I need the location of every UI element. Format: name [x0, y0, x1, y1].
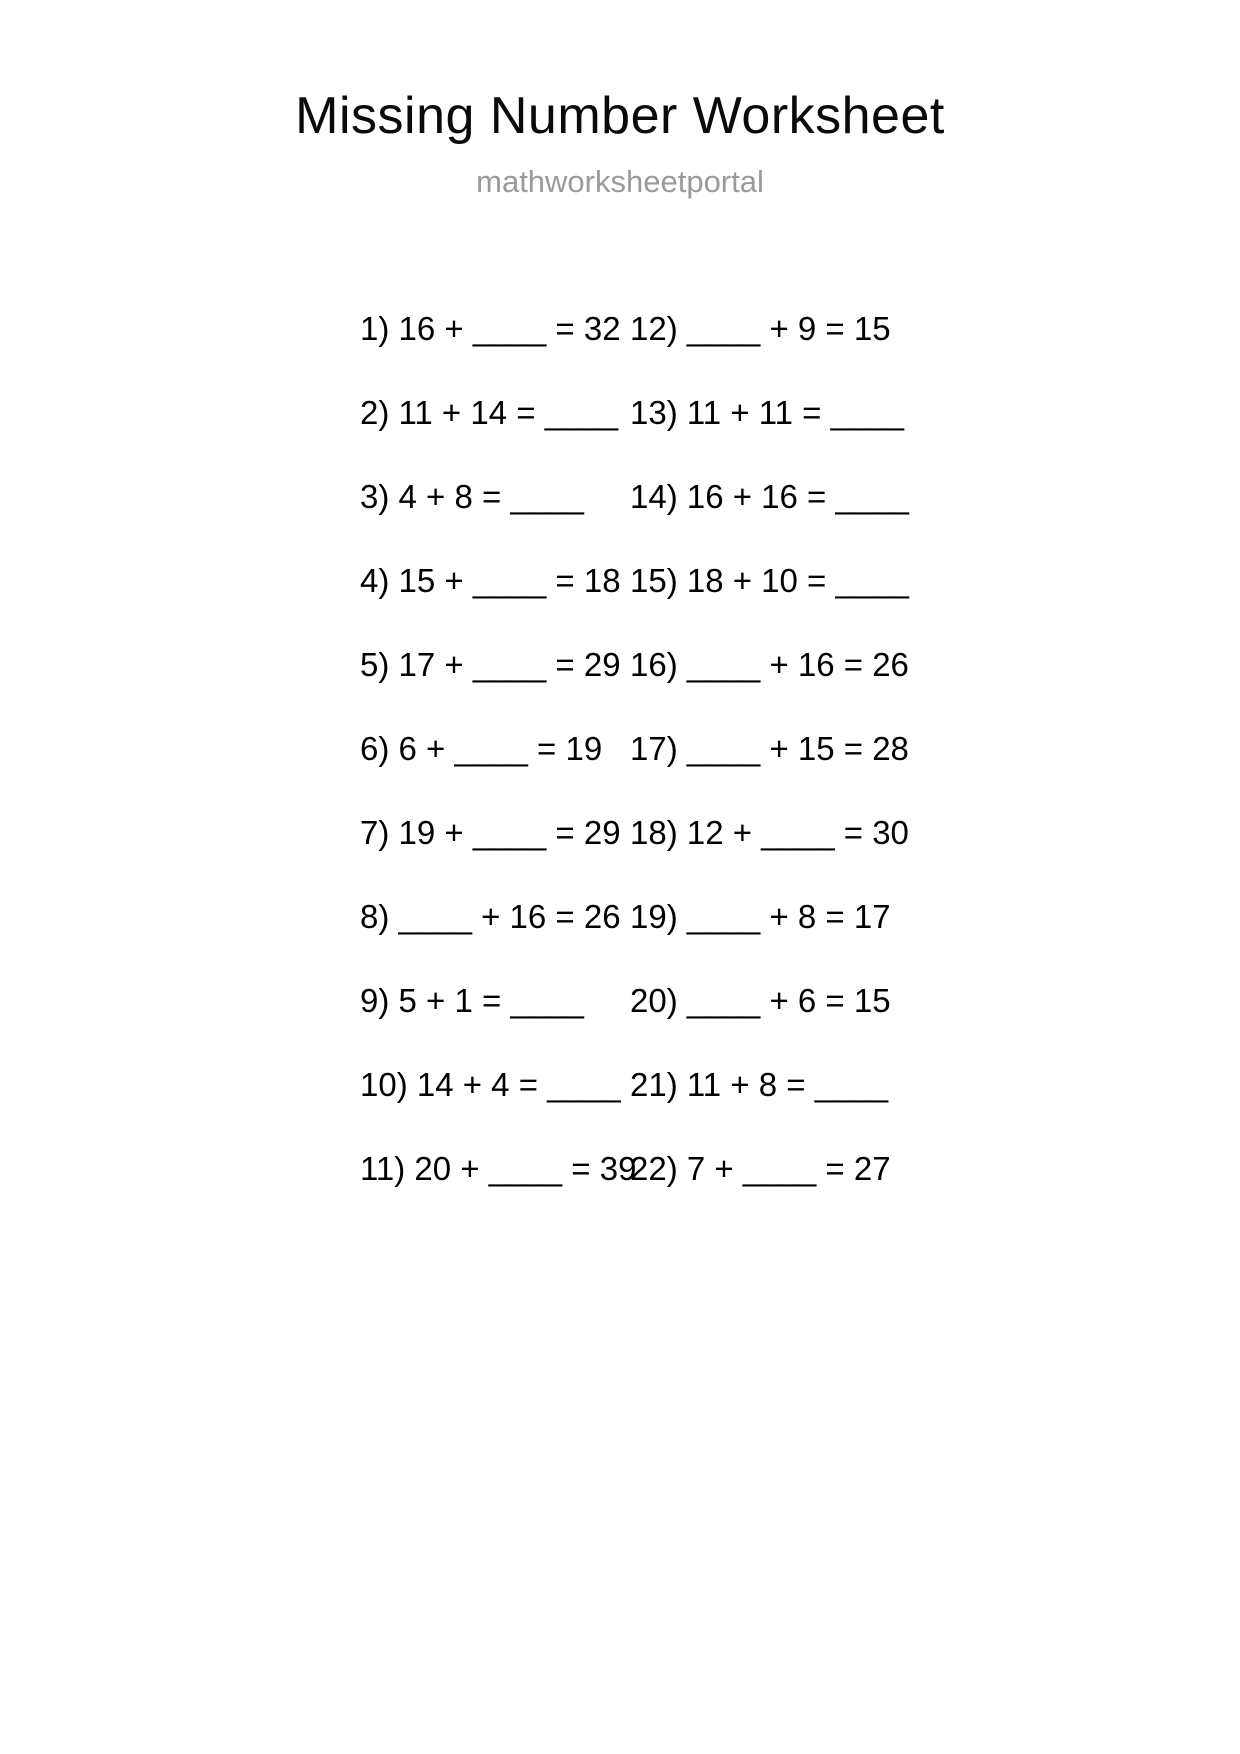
problem-item: 13) 11 + 11 = ____: [630, 393, 905, 431]
problem-item: 15) 18 + 10 = ____: [630, 561, 909, 599]
problem-item: 10) 14 + 4 = ____: [360, 1065, 621, 1103]
problem-item: 5) 17 + ____ = 29: [360, 645, 621, 683]
problem-item: 22) 7 + ____ = 27: [630, 1149, 891, 1187]
problem-item: 6) 6 + ____ = 19: [360, 729, 603, 767]
problem-item: 9) 5 + 1 = ____: [360, 981, 584, 1019]
problem-item: 16) ____ + 16 = 26: [630, 645, 909, 683]
page-subtitle: mathworksheetportal: [476, 164, 764, 199]
problem-item: 11) 20 + ____ = 39: [360, 1149, 637, 1187]
problem-item: 7) 19 + ____ = 29: [360, 813, 621, 851]
problem-column-left: [180, 286, 637, 1210]
problem-list: [0, 286, 1240, 1210]
problem-item: 1) 16 + ____ = 32: [360, 309, 621, 347]
problem-item: 19) ____ + 8 = 17: [630, 897, 891, 935]
problem-item: 2) 11 + 14 = ____: [360, 393, 619, 431]
problem-item: 20) ____ + 6 = 15: [630, 981, 891, 1019]
problem-item: 21) 11 + 8 = ____: [630, 1065, 889, 1103]
problem-item: 17) ____ + 15 = 28: [630, 729, 909, 767]
problem-column-right: [630, 286, 1060, 1210]
problem-item: 4) 15 + ____ = 18: [360, 561, 621, 599]
problem-item: 3) 4 + 8 = ____: [360, 477, 584, 515]
problem-item: 12) ____ + 9 = 15: [630, 309, 891, 347]
problem-item: 14) 16 + 16 = ____: [630, 477, 909, 515]
problem-item: 8) ____ + 16 = 26: [360, 897, 621, 935]
problem-item: 18) 12 + ____ = 30: [630, 813, 909, 851]
page-title: Missing Number Worksheet: [295, 87, 945, 145]
